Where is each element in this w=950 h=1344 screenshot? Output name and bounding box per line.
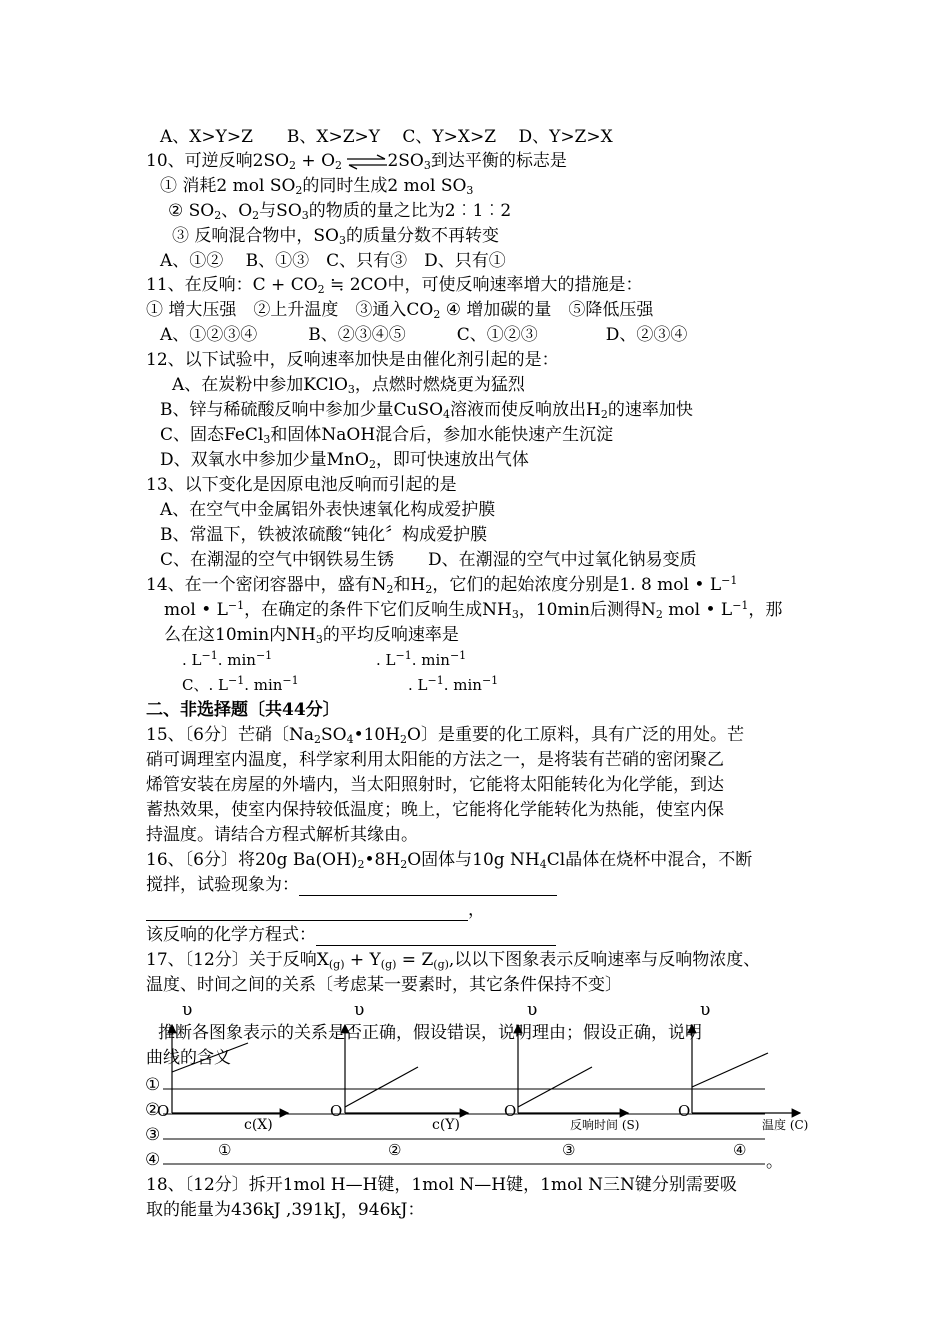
graph-4-v-label: υ	[700, 1000, 711, 1020]
graph-1-number: ①	[218, 1141, 232, 1159]
q12-option-d: D、双氧水中参加少量MnO$_2$，即可快速放出气体	[160, 450, 529, 471]
graph-1-curve	[172, 1043, 248, 1072]
graph-3-number: ③	[562, 1141, 576, 1159]
q10-item-2: ② $SO_2$、$O_2$与$SO_3$的物质的量之比为2︰1︰2	[168, 201, 512, 222]
q14-stem-1: 14、在一个密闭容器中，盛有$N_2$和$H_2$，它们的起始浓度分别是1. 8 mol • $L^{-1}$	[146, 574, 738, 596]
graph-2-x-label: c(Y)	[432, 1117, 461, 1133]
q13-option-b: B、常温下，铁被浓硫酸“钝化〞构成爱护膜	[160, 525, 488, 545]
answer-label-3: ③	[145, 1125, 161, 1145]
graph-4-number: ④	[733, 1141, 747, 1159]
graph-4	[678, 1000, 808, 1159]
q15-line-5: 持温度。请结合方程式解析其缘由。	[146, 825, 418, 845]
graph-1	[157, 1000, 288, 1159]
q12-option-a: A、在炭粉中参加KClO$_3$，点燃时燃烧更为猛烈	[172, 375, 525, 396]
q16-line-4: 该反响的化学方程式：	[146, 924, 556, 946]
q10-item-3: ③ 反响混合物中，$SO_3$的质量分数不再转变	[172, 226, 499, 247]
graph-1-x-label: c(X)	[244, 1117, 273, 1133]
q15-line-4: 蓄热效果，使室内保持较低温度；晚上，它能将化学能转化为热能，使室内保	[146, 800, 724, 820]
q15-line-2: 硝可调理室内温度，科学家利用太阳能的方法之一，是将装有芒硝的密闭聚乙	[146, 750, 724, 770]
answer-label-1: ①	[145, 1075, 161, 1095]
graph-3-v-label: υ	[527, 1000, 538, 1020]
q14-option-b: . $L^{-1}$. $\min^{-1}$	[376, 649, 467, 669]
q12-stem: 12、以下试验中，反响速率加快是由催化剂引起的是：	[146, 350, 559, 370]
q9-options: A、X>Y>Z B、X>Z>Y C、Y>X>Z D、Y>Z>X	[160, 127, 613, 147]
q13-stem: 13、以下变化是因原电池反响而引起的是	[146, 475, 457, 495]
q18-line-1: 18、〔12分〕拆开1mol H—H键，1mol N—H键，1mol N三N键分别需要吸	[146, 1175, 737, 1195]
q17-line-4: 曲线的含义	[146, 1048, 231, 1068]
graph-3-origin: O	[504, 1102, 517, 1120]
q16-phenomenon-blank-2[interactable]	[146, 902, 468, 921]
q18-line-2: 取的能量为436kJ ,391kJ，946kJ：	[146, 1200, 425, 1220]
q13-option-a: A、在空气中金属铝外表快速氧化构成爱护膜	[160, 500, 496, 520]
q14-option-a: . $L^{-1}$. $\min^{-1}$	[182, 649, 273, 669]
graph-2-number: ②	[388, 1141, 402, 1159]
q11-stem: 11、在反响：$C + CO_2$ ≒ 2CO中，可使反响速率增大的措施是：	[146, 275, 643, 296]
graph-3-x-label: 反响时间 (S)	[570, 1118, 640, 1132]
answer-label-4: ④	[145, 1150, 161, 1170]
graph-4-x-label: 温度 (C)	[762, 1118, 809, 1132]
q15-line-3: 烯管安装在房屋的外墙内，当太阳照射时，它能将太阳能转化为化学能，到达	[146, 775, 724, 795]
answer-label-2: ②	[145, 1100, 161, 1120]
graph-2-curve	[345, 1067, 418, 1107]
q10-options: A、①② B、①③ C、只有③ D、只有①	[160, 251, 506, 271]
q10-item-1: ① 消耗2 mol $SO_2$的同时生成2 mol $SO_3$	[160, 176, 474, 197]
graph-1-v-label: υ	[182, 1000, 193, 1020]
q17-line-1: 17、〔12分〕关于反响$X_{(g)} + Y_{(g)} = Z_{(g)}$,以以下图象表示反响速率与反响物浓度、	[146, 950, 761, 971]
q17-line-3: 推断各图象表示的关系是否正确，假设错误，说明理由；假设正确，说明	[158, 1023, 702, 1043]
q14-stem-3: 么在这10min内$NH_3$的平均反响速率是	[164, 625, 459, 646]
q15-line-1: 15、〔6分〕芒硝〔$Na_2SO_4•10H_2O$〕是重要的化工原料，具有广泛的用处。芒	[146, 725, 744, 746]
graph-3-curve	[518, 1067, 592, 1107]
q16-phenomenon-blank[interactable]	[299, 877, 557, 896]
equilibrium-arrow-icon	[347, 154, 387, 170]
q10-stem: 10、可逆反响$2SO_2 + O_2$ $2SO_3$到达平衡的标志是	[146, 151, 567, 172]
q16-equation-blank[interactable]	[316, 927, 556, 946]
q12-option-c: C、固态FeCl$_3$和固体NaOH混合后，参加水能快速产生沉淀	[160, 425, 614, 446]
graph-2-origin: O	[330, 1102, 343, 1120]
q16-line-2: 搅拌，试验现象为：	[146, 874, 557, 896]
graph-2-v-label: υ	[354, 1000, 365, 1020]
answer-end-mark: 。	[766, 1152, 783, 1172]
graph-4-curve	[692, 1053, 768, 1087]
q14-option-c: C、. $L^{-1}$. $\min^{-1}$	[182, 674, 299, 694]
q17-line-2: 温度、时间之间的关系〔考虑某一要素时，其它条件保持不变〕	[146, 975, 622, 995]
graph-4-origin: O	[678, 1102, 691, 1120]
q12-option-b: B、锌与稀硫酸反响中参加少量CuSO$_4$溶液而使反响放出$H_2$的速率加快	[160, 400, 693, 421]
q16-line-1: 16、〔6分〕将20g $Ba(OH)_2•8H_2O$固体与10g $NH_4Cl$晶体在烧杯中混合，不断	[146, 850, 753, 871]
rate-graphs	[0, 995, 950, 1170]
section-2-heading: 二、非选择题〔共44分〕	[146, 700, 340, 720]
graph-3	[504, 1000, 639, 1159]
q14-option-d: . $L^{-1}$. $\min^{-1}$	[408, 674, 499, 694]
graph-2	[330, 1000, 468, 1159]
q14-stem-2: mol • $L^{-1}$，在确定的条件下它们反响生成$NH_3$，10min后测得$N_2$ mol • $L^{-1}$，那	[164, 599, 783, 621]
q16-line-3: ，	[146, 899, 485, 921]
q13-option-cd: C、在潮湿的空气中钢铁易生锈 D、在潮湿的空气中过氧化钠易变质	[160, 550, 697, 570]
q11-options: A、①②③④ B、②③④⑤ C、①②③ D、②③④	[160, 325, 688, 345]
graph-1-origin: O	[157, 1102, 170, 1120]
q11-items: ① 增大压强 ②上升温度 ③通入$CO_2$ ④ 增加碳的量 ⑤降低压强	[146, 300, 654, 321]
